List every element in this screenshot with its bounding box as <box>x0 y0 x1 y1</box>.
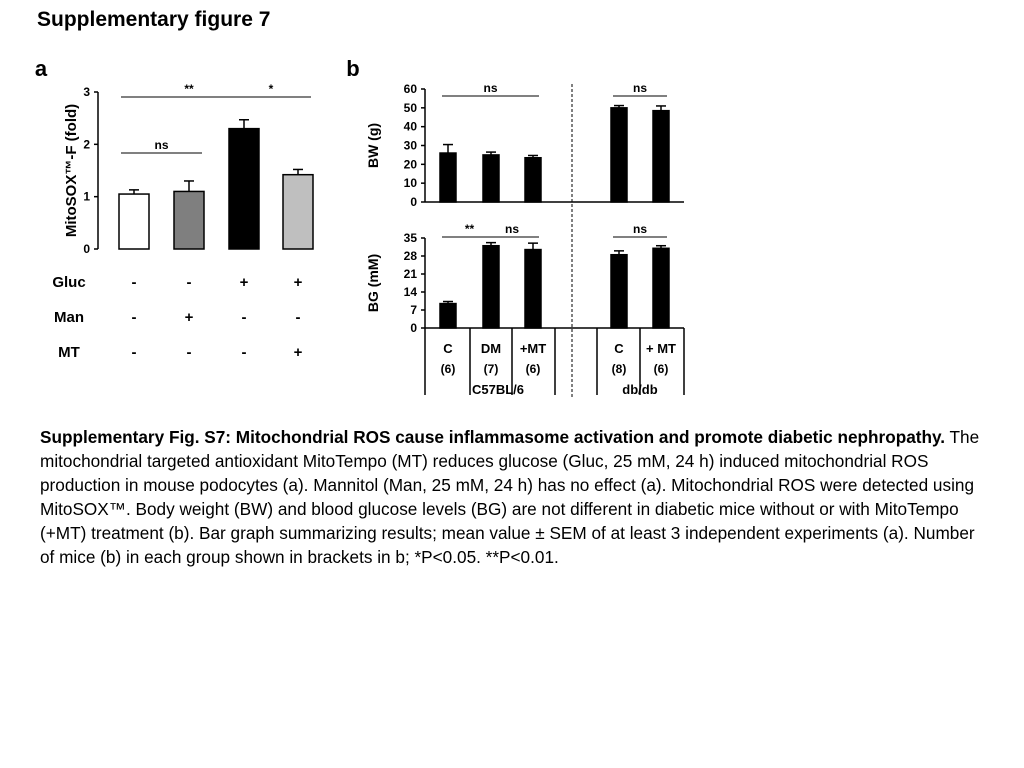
panel-b-bg-significance-label: ns <box>504 222 520 236</box>
panel-b-bw-bar <box>525 158 541 202</box>
panel-b-bw-y-tick-label: 40 <box>403 119 417 134</box>
panel-b-bg-bar <box>483 246 499 328</box>
group-n: (8) <box>611 362 627 376</box>
panel-b-bw-y-tick-label: 60 <box>403 82 417 96</box>
panel-a-y-tick-label: 3 <box>83 85 90 99</box>
panel-b-bg-significance-label: ns <box>632 222 648 236</box>
panel-a-significance-label: ** <box>184 82 194 96</box>
panel-b-bw-y-tick-label: 0 <box>410 195 417 209</box>
panel-label-b: b <box>346 56 360 81</box>
panel-a-bar <box>283 175 313 249</box>
panel-b-bw-y-tick-label: 20 <box>403 157 417 172</box>
panel-a-y-tick-label: 1 <box>83 189 90 204</box>
strain-label-c57bl6: C57BL/6 <box>471 382 525 397</box>
group-label: C <box>443 341 453 356</box>
panel-b-bw-bar <box>611 108 627 202</box>
panel-b-bg-y-tick-label: 14 <box>403 285 417 299</box>
panel-a-bar <box>119 194 149 249</box>
group-n: (6) <box>440 362 456 376</box>
panel-label-a: a <box>34 56 48 81</box>
panel-b-bg-bar <box>653 248 669 328</box>
condition-value: - <box>295 309 301 326</box>
condition-value: - <box>186 344 192 361</box>
panel-a-y-tick-label: 0 <box>83 242 90 256</box>
panel-b-bg-y-axis-label: BG (mM) <box>365 253 381 313</box>
panel-a-y-tick-label: 2 <box>83 137 90 152</box>
panel-b-bw-y-tick-label: 10 <box>403 176 417 191</box>
panel-b-bw-y-tick-label: 30 <box>403 138 417 153</box>
group-n: (6) <box>653 362 669 376</box>
condition-label-man: Man <box>54 309 84 326</box>
condition-value: - <box>186 274 192 291</box>
group-label: +MT <box>519 341 547 356</box>
panel-b-bg-y-tick-label: 21 <box>403 267 417 281</box>
panel-b-bw-y-tick-label: 50 <box>403 100 417 115</box>
caption-title: Supplementary Fig. S7: Mitochondrial ROS cause inflammasome activation and promote diabetic nephropathy. <box>40 427 946 447</box>
panel-a-y-axis-label: MitoSOX™-F (fold) <box>63 103 80 238</box>
panel-a-significance-label: * <box>268 82 274 96</box>
condition-value: - <box>131 274 137 291</box>
group-n: (7) <box>483 362 499 376</box>
condition-value: + <box>293 274 303 291</box>
panel-b-bw-bar <box>653 111 669 202</box>
panel-b-bg-y-tick-label: 28 <box>403 249 417 263</box>
group-label: C <box>614 341 624 356</box>
caption-text: The mitochondrial targeted antioxidant MitoTempo (MT) reduces glucose (Gluc, 25 mM, 24 h) induced mitochondrial ROS production in mouse podocytes (a). Mannitol (Man, 25 mM, 24 h) has no effect (a). Mitochondrial ROS were detected using MitoSOX™. Body weight (BW) and blood glucose levels (BG) are not different in diabetic mice without or with MitoTempo (+MT) treatment (b). Bar graph summarizing results; mean value ± SEM of at least 3 independent experiments (a). Number of mice (b) in each group shown in brackets in b; *P<0.05. **P<0.01. <box>40 427 980 567</box>
panel-b-bw-bar <box>440 153 456 202</box>
panel-b-bw-significance-label: ns <box>632 81 648 95</box>
panel-b-bg-y-tick-label: 0 <box>410 321 417 335</box>
figure-caption <box>40 425 980 569</box>
condition-value: - <box>241 309 247 326</box>
panel-a-bar <box>229 129 259 249</box>
condition-label-gluc: Gluc <box>52 274 86 291</box>
condition-value: + <box>184 309 194 326</box>
panel-a-bar <box>174 191 204 249</box>
group-label: + MT <box>646 341 676 356</box>
panel-b-bw-y-axis-label: BW (g) <box>365 122 381 169</box>
condition-value: - <box>241 344 247 361</box>
condition-value: + <box>293 344 303 361</box>
page-title: Supplementary figure 7 <box>37 8 271 31</box>
panel-b-bg-y-tick-label: 7 <box>410 303 417 317</box>
panel-b-bw-bar <box>483 155 499 202</box>
group-label: DM <box>480 341 502 356</box>
panel-b-bw-significance-label: ns <box>483 81 498 95</box>
condition-value: + <box>239 274 249 291</box>
strain-label-dbdb: db/db <box>622 382 658 397</box>
panel-b-bg-bar <box>440 304 456 328</box>
condition-label-mt: MT <box>58 344 80 361</box>
panel-b-bg-significance-label: ** <box>464 222 475 236</box>
condition-value: - <box>131 309 137 326</box>
panel-b-bg-bar <box>611 255 627 328</box>
panel-b-bg-y-tick-label: 35 <box>403 231 417 245</box>
panel-a-significance-label: ns <box>154 138 169 152</box>
condition-value: - <box>131 344 137 361</box>
panel-b-bg-bar <box>525 250 541 328</box>
group-n: (6) <box>525 362 541 376</box>
